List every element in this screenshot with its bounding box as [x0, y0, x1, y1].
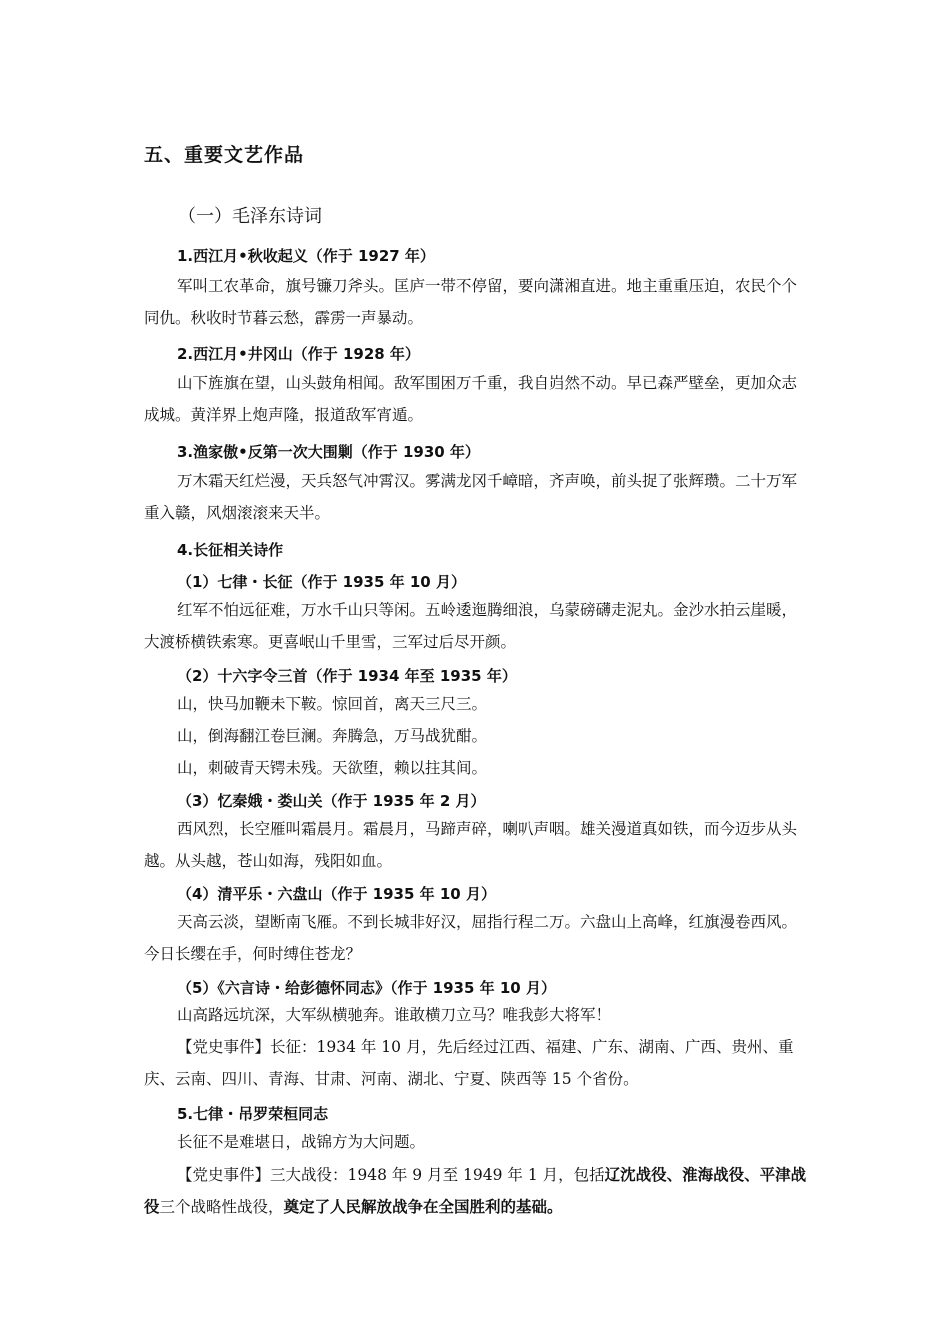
- poem-heading-4-3: （3）忆秦娥・娄山关（作于 1935 年 2 月）: [177, 792, 486, 810]
- poem-text-4-4: 天高云淡，望断南飞雁。不到长城非好汉，屈指行程二万。六盘山上高峰，红旗漫卷西风。今日长缨在手，何时缚住苍龙？: [144, 913, 798, 963]
- note-campaigns-bold: 辽沈战役、淮海战役、平津战役: [144, 1166, 807, 1216]
- history-note-three-campaigns: [144, 1159, 812, 1223]
- subsection-title: （一）毛泽东诗词: [178, 206, 322, 227]
- poem-heading-3: 3.渔家傲•反第一次大围剿（作于 1930 年）: [177, 443, 480, 461]
- poem-heading-1: 1.西江月•秋收起义（作于 1927 年）: [177, 247, 435, 265]
- poem-text-4-3: 西风烈，长空雁叫霜晨月。霜晨月，马蹄声碎，喇叭声咽。雄关漫道真如铁，而今迈步从头越。从头越，苍山如海，残阳如血。: [144, 820, 798, 870]
- poem-heading-4-4: （4）清平乐・六盘山（作于 1935 年 10 月）: [177, 885, 496, 903]
- poem-text-4-5: 山高路远坑深，大军纵横驰奔。谁敢横刀立马？唯我彭大将军！: [177, 1006, 612, 1024]
- poem-heading-4-2: （2）十六字令三首（作于 1934 年至 1935 年）: [177, 667, 517, 685]
- poem-text-3: 万木霜天红烂漫，天兵怒气冲霄汉。雾满龙冈千嶂暗，齐声唤，前头捉了张辉瓒。二十万军重入赣，风烟滚滚来天半。: [144, 472, 798, 522]
- poem-line-1: 山，快马加鞭未下鞍。惊回首，离天三尺三。: [177, 695, 488, 713]
- poem-heading-5: 5.七律・吊罗荣桓同志: [177, 1105, 329, 1123]
- poem-text-4-1: 红军不怕远征难，万水千山只等闲。五岭逶迤腾细浪，乌蒙磅礴走泥丸。金沙水拍云崖暖，大渡桥横铁索寒。更喜岷山千里雪，三军过后尽开颜。: [144, 601, 798, 651]
- note-middle: 三个战略性战役，: [159, 1198, 284, 1216]
- poem-text-2: 山下旌旗在望，山头鼓角相闻。敌军围困万千重，我自岿然不动。早已森严壁垒，更加众志成城。黄洋界上炮声隆，报道敌军宵遁。: [144, 374, 798, 424]
- note-foundation-bold: 奠定了人民解放战争在全国胜利的基础。: [283, 1198, 563, 1216]
- poem-line-2: 山，倒海翻江卷巨澜。奔腾急，万马战犹酣。: [177, 727, 488, 745]
- poem-line-3: 山，刺破青天锷未残。天欲堕，赖以拄其间。: [177, 759, 488, 777]
- poem-heading-4: 4.长征相关诗作: [177, 541, 284, 559]
- history-note-long-march: 【党史事件】长征：1934 年 10 月，先后经过江西、福建、广东、湖南、广西、贵州、重庆、云南、四川、青海、甘肃、河南、湖北、宁夏、陕西等 15 个省份。: [144, 1038, 794, 1088]
- poem-text-5: 长征不是难堪日，战锦方为大问题。: [177, 1133, 426, 1151]
- poem-text-1: 军叫工农革命，旗号镰刀斧头。匡庐一带不停留，要向潇湘直进。地主重重压迫，农民个个同仇。秋收时节暮云愁，霹雳一声暴动。: [144, 277, 798, 327]
- poem-heading-2: 2.西江月•井冈山（作于 1928 年）: [177, 345, 420, 363]
- poem-heading-4-5: （5）《六言诗・给彭德怀同志》（作于 1935 年 10 月）: [177, 979, 556, 997]
- poem-heading-4-1: （1）七律・长征（作于 1935 年 10 月）: [177, 573, 466, 591]
- section-title: 五、重要文艺作品: [144, 144, 305, 166]
- note-prefix: 【党史事件】三大战役：1948 年 9 月至 1949 年 1 月，包括: [177, 1166, 605, 1184]
